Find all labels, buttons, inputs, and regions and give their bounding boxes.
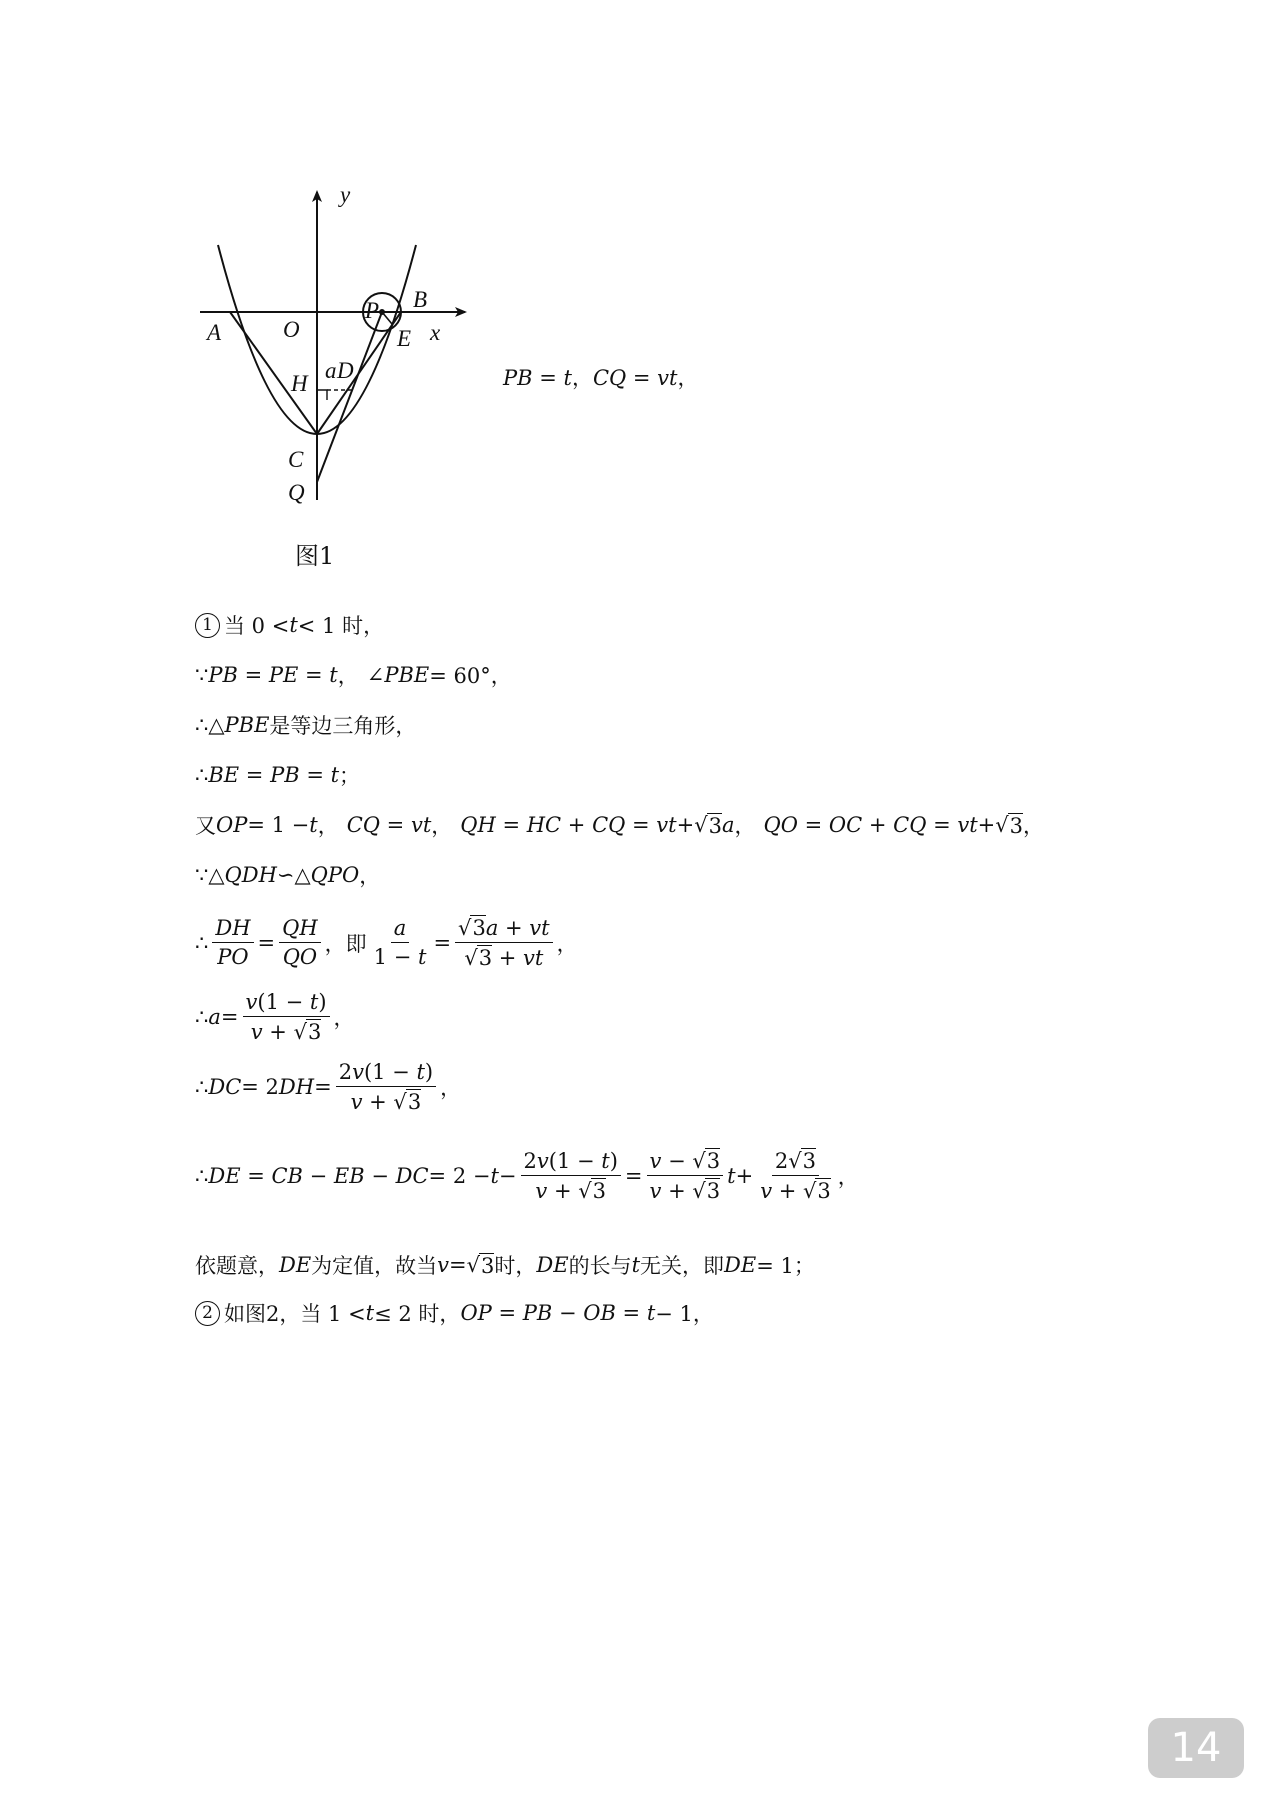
text: 又 (195, 814, 216, 838)
text: + (547, 1178, 579, 1203)
text: (1 − (257, 990, 310, 1014)
expr: DE = CB − EB − DC (208, 1163, 429, 1188)
text: ∴ (195, 1075, 209, 1099)
fraction (336, 1060, 436, 1114)
text: ， (440, 1076, 462, 1100)
var: t (417, 945, 427, 969)
solution-line-12 (195, 1298, 714, 1328)
text: ， (333, 1006, 355, 1030)
cq-eq: CQ = vt (592, 366, 678, 390)
var: v (350, 1090, 363, 1114)
denominator: v + √3 (535, 1178, 607, 1203)
solution-line-11 (195, 1250, 815, 1280)
text: ) (609, 1148, 618, 1173)
text: = 60°， (429, 664, 512, 688)
var: v (649, 1179, 662, 1203)
var: t (631, 1253, 641, 1277)
numerator: QH (279, 916, 321, 943)
right-angle-mark (317, 390, 327, 400)
text: ， (837, 1164, 859, 1189)
var: t (601, 1148, 610, 1173)
text: √ (466, 1253, 481, 1277)
fraction (243, 990, 330, 1044)
text: < 1 时， (297, 614, 385, 638)
denominator: v + √3 (350, 1090, 422, 1114)
text: (1 − (548, 1148, 602, 1173)
fraction (455, 915, 553, 970)
text: ∽△ (276, 863, 311, 887)
sqrt-radicand: 3 (472, 916, 486, 940)
expr: DC (208, 1075, 242, 1099)
punct: ， (571, 366, 593, 390)
numerator: √3a + vt (455, 915, 553, 943)
expr: QH = HC + CQ = vt (460, 813, 677, 837)
expr: QO = OC + CQ = vt (763, 813, 978, 837)
sqrt-radicand: 3 (706, 1179, 721, 1203)
text: √ (694, 813, 708, 837)
text: = (257, 930, 276, 955)
label-c: C (288, 447, 304, 472)
denominator: PO (217, 945, 249, 969)
sqrt-radicand: 3 (708, 813, 722, 838)
sqrt-radicand: 3 (407, 1090, 422, 1114)
solution-line-7 (195, 915, 578, 970)
var: v (649, 1149, 662, 1173)
punct: ， (677, 366, 699, 390)
text: ∵ (195, 663, 209, 687)
expr: PB = PE = t (208, 663, 338, 687)
solution-line-9 (195, 1060, 461, 1114)
page-number-badge: 14 (1148, 1718, 1244, 1778)
circled-number: 2 (195, 1301, 220, 1326)
label-x: x (430, 320, 441, 345)
sqrt-radicand: 3 (706, 1149, 721, 1173)
text: ≤ 2 时， (374, 1302, 461, 1326)
denominator: v + √3 (250, 1020, 322, 1044)
sqrt-radicand: 3 (481, 1253, 495, 1278)
text: 2 (774, 1149, 789, 1173)
text: + (661, 1179, 693, 1203)
text: + (735, 1163, 754, 1188)
text: ， (337, 664, 359, 688)
text: ， (431, 814, 453, 838)
text: + (772, 1179, 804, 1203)
text: = (314, 1075, 332, 1099)
numerator (243, 990, 330, 1017)
var: v (352, 1060, 364, 1084)
text: 为定值，故当 (311, 1254, 438, 1278)
text: = (624, 1163, 643, 1188)
denominator: v + √3 (649, 1179, 721, 1203)
text: − 1， (655, 1302, 714, 1326)
var: t (727, 1163, 736, 1188)
label-o: O (283, 317, 300, 342)
text: 依题意， (195, 1254, 279, 1278)
expr: a + vt (485, 916, 550, 940)
text: = 1 − (247, 813, 310, 837)
var: t (309, 813, 318, 837)
var: t (365, 1301, 375, 1325)
label-a-small: a (325, 358, 337, 383)
var: t (416, 1060, 425, 1084)
var: t (490, 1163, 499, 1188)
sqrt-radicand: 3 (1009, 813, 1024, 838)
text: ， (1023, 814, 1045, 838)
text: ∵△ (195, 863, 225, 887)
text: 1 − (373, 945, 418, 969)
text: ∴△ (195, 713, 225, 737)
fraction (371, 916, 430, 969)
sqrt-radicand: 3 (307, 1020, 322, 1044)
text: = (449, 1253, 467, 1277)
label-q: Q (288, 480, 305, 505)
solution-line-6 (195, 860, 380, 890)
label-h: H (291, 371, 308, 396)
solution-line-1 (195, 610, 384, 640)
circled-number: 1 (195, 613, 220, 638)
solution-line-5 (195, 810, 1044, 840)
text: 是等边三角形， (269, 714, 417, 738)
text: √ (995, 813, 1009, 837)
text: 时， (494, 1254, 537, 1278)
text: = (220, 1005, 239, 1029)
expr: + vt (492, 946, 544, 970)
expr: DE (279, 1253, 312, 1277)
text: ， (359, 864, 381, 888)
solution-line-8 (195, 990, 355, 1044)
var: t (309, 990, 319, 1014)
figure-caption: 图1 (295, 542, 335, 570)
fraction (279, 916, 321, 969)
denominator: v + √3 (760, 1179, 831, 1203)
expr: CQ = vt (346, 813, 432, 837)
numerator (336, 1060, 436, 1087)
sqrt-radicand: 3 (817, 1179, 831, 1203)
text: ∴ (195, 1163, 209, 1188)
text: = 1； (756, 1254, 815, 1278)
text: 的长与 (568, 1254, 632, 1278)
text: ， (317, 814, 339, 838)
text: ∴ (195, 930, 209, 955)
solution-line-4 (195, 760, 360, 790)
var: v (250, 1020, 263, 1044)
numerator: a (391, 916, 410, 943)
denominator: QO (282, 945, 318, 969)
sqrt-radicand: 3 (802, 1149, 817, 1173)
expr: OP (216, 813, 248, 837)
side-note (503, 362, 699, 392)
text: ， (734, 814, 756, 838)
label-a: A (207, 320, 222, 345)
numerator: DH (212, 916, 253, 943)
var: a (208, 1005, 221, 1029)
expr: BE = PB = t (208, 763, 340, 787)
solution-line-10 (195, 1148, 859, 1203)
text: 如图2，当 1 < (224, 1302, 366, 1326)
sqrt-radicand: 3 (478, 946, 493, 970)
text: 当 0 < (224, 614, 290, 638)
var: v (760, 1179, 773, 1203)
text: + (977, 813, 996, 837)
solution-line-3 (195, 710, 416, 740)
var: a (721, 813, 735, 837)
text: = (433, 930, 452, 955)
expr: OP = PB − OB = t (460, 1301, 656, 1325)
label-p: P (365, 298, 380, 323)
expr: DE (724, 1253, 757, 1277)
text: ∴ (195, 763, 209, 787)
text: ) (318, 990, 327, 1014)
expr: PBE (224, 713, 270, 737)
label-e: E (397, 326, 412, 351)
pb-eq: PB = t (503, 366, 572, 390)
text: ∴ (195, 1005, 209, 1029)
point-p (379, 309, 385, 315)
var: v (536, 1148, 549, 1173)
numerator (521, 1149, 621, 1176)
var: v (245, 990, 258, 1014)
numerator: v − √3 (647, 1148, 724, 1176)
denominator: √3 + vt (464, 946, 544, 970)
text: ， (556, 931, 578, 956)
text: 2 (338, 1060, 353, 1084)
fraction (757, 1148, 834, 1203)
text: + (262, 1020, 294, 1044)
var: t (289, 613, 298, 637)
text: (1 − (363, 1060, 417, 1084)
sqrt-radicand: 3 (592, 1178, 607, 1203)
text: − (661, 1149, 693, 1173)
fraction (647, 1148, 724, 1203)
expr: QDH (224, 863, 277, 887)
fraction (212, 916, 253, 969)
label-b: B (413, 287, 428, 312)
label-d: D (337, 358, 354, 383)
figure-1-diagram (185, 180, 485, 510)
label-y: y (340, 182, 351, 207)
expr: QPO (310, 863, 360, 887)
text: + (362, 1090, 394, 1114)
expr: ∠PBE (366, 663, 430, 687)
text: + (676, 813, 695, 837)
text: = 2 (241, 1075, 279, 1099)
numerator: 2√3 (772, 1148, 819, 1176)
var: v (535, 1178, 548, 1203)
fraction (521, 1149, 621, 1203)
solution-line-2 (195, 660, 512, 690)
text: ； (339, 764, 361, 788)
text: ，即 (324, 931, 367, 956)
denominator (371, 943, 430, 969)
text: − (498, 1163, 517, 1188)
text: 无关，即 (640, 1254, 725, 1278)
expr: DE (536, 1253, 569, 1277)
text: = 2 − (428, 1163, 491, 1188)
text: ) (424, 1060, 434, 1084)
expr: DH (278, 1075, 315, 1099)
text: 2 (523, 1148, 537, 1173)
var: v (437, 1253, 450, 1277)
